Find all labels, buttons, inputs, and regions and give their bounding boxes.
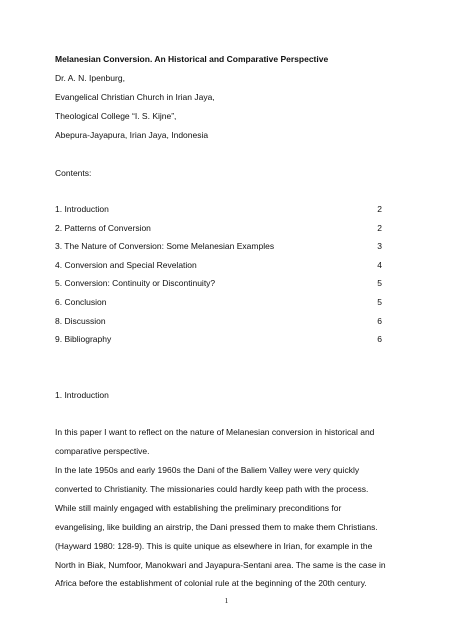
author-name: Dr. A. N. Ipenburg,	[55, 73, 125, 83]
body-line: In the late 1950s and early 1960s the Dani of the Baliem Valley were very quickly	[55, 465, 360, 475]
document-title: Melanesian Conversion. An Historical and Comparative Perspective	[55, 54, 329, 64]
toc-entry	[55, 241, 382, 252]
toc-entry-page: 4	[377, 260, 382, 270]
body-line: converted to Christianity. The missionaries could hardly keep path with the process.	[55, 484, 369, 494]
body-line: In this paper I want to reflect on the nature of Melanesian conversion in historical and	[55, 427, 375, 437]
toc-entry-page: 6	[377, 316, 382, 326]
body-line: North in Biak, Numfoor, Manokwari and Jayapura-Sentani area. The same is the case in	[55, 560, 386, 570]
section-heading: 1. Introduction	[55, 390, 109, 400]
author-location: Abepura-Jayapura, Irian Jaya, Indonesia	[55, 130, 209, 140]
toc-entry	[55, 223, 382, 234]
body-line: (Hayward 1980: 128-9). This is quite unique as elsewhere in Irian, for example in the	[55, 541, 373, 551]
toc-entry-label: 4. Conversion and Special Revelation	[55, 260, 197, 270]
toc-entry-label: 3. The Nature of Conversion: Some Melanesian Examples	[55, 241, 275, 251]
body-line: evangelising, like building an airstrip, the Dani pressed them to make them Christians.	[55, 522, 378, 532]
toc-entry	[55, 260, 382, 271]
toc-entry-label: 6. Conclusion	[55, 297, 107, 307]
toc-entry-label: 5. Conversion: Continuity or Discontinuity?	[55, 278, 216, 288]
toc-entry-page: 5	[377, 278, 382, 288]
author-affiliation: Evangelical Christian Church in Irian Jaya,	[55, 92, 215, 102]
toc-entry-page: 5	[377, 297, 382, 307]
toc-entry-page: 6	[377, 334, 382, 344]
toc-entry-page: 2	[377, 204, 382, 214]
toc-entry	[55, 297, 382, 308]
toc-entry-page: 3	[377, 241, 382, 251]
body-line: comparative perspective.	[55, 446, 150, 456]
toc-entry-label: 2. Patterns of Conversion	[55, 223, 151, 233]
toc-entry-label: 8. Discussion	[55, 316, 106, 326]
body-line: While still mainly engaged with establishing the preliminary preconditions for	[55, 503, 342, 513]
body-line: Africa before the establishment of colonial rule at the beginning of the 20th century.	[55, 578, 367, 588]
toc-entry-label: 1. Introduction	[55, 204, 109, 214]
toc-entry	[55, 278, 382, 289]
page-number: 1	[224, 596, 229, 605]
toc-entry-page: 2	[377, 223, 382, 233]
toc-entry	[55, 334, 382, 345]
toc-entry-label: 9. Bibliography	[55, 334, 112, 344]
contents-heading: Contents:	[55, 168, 92, 178]
toc-entry	[55, 316, 382, 327]
author-college: Theological College “I. S. Kijne”,	[55, 111, 177, 121]
toc-entry	[55, 204, 382, 215]
